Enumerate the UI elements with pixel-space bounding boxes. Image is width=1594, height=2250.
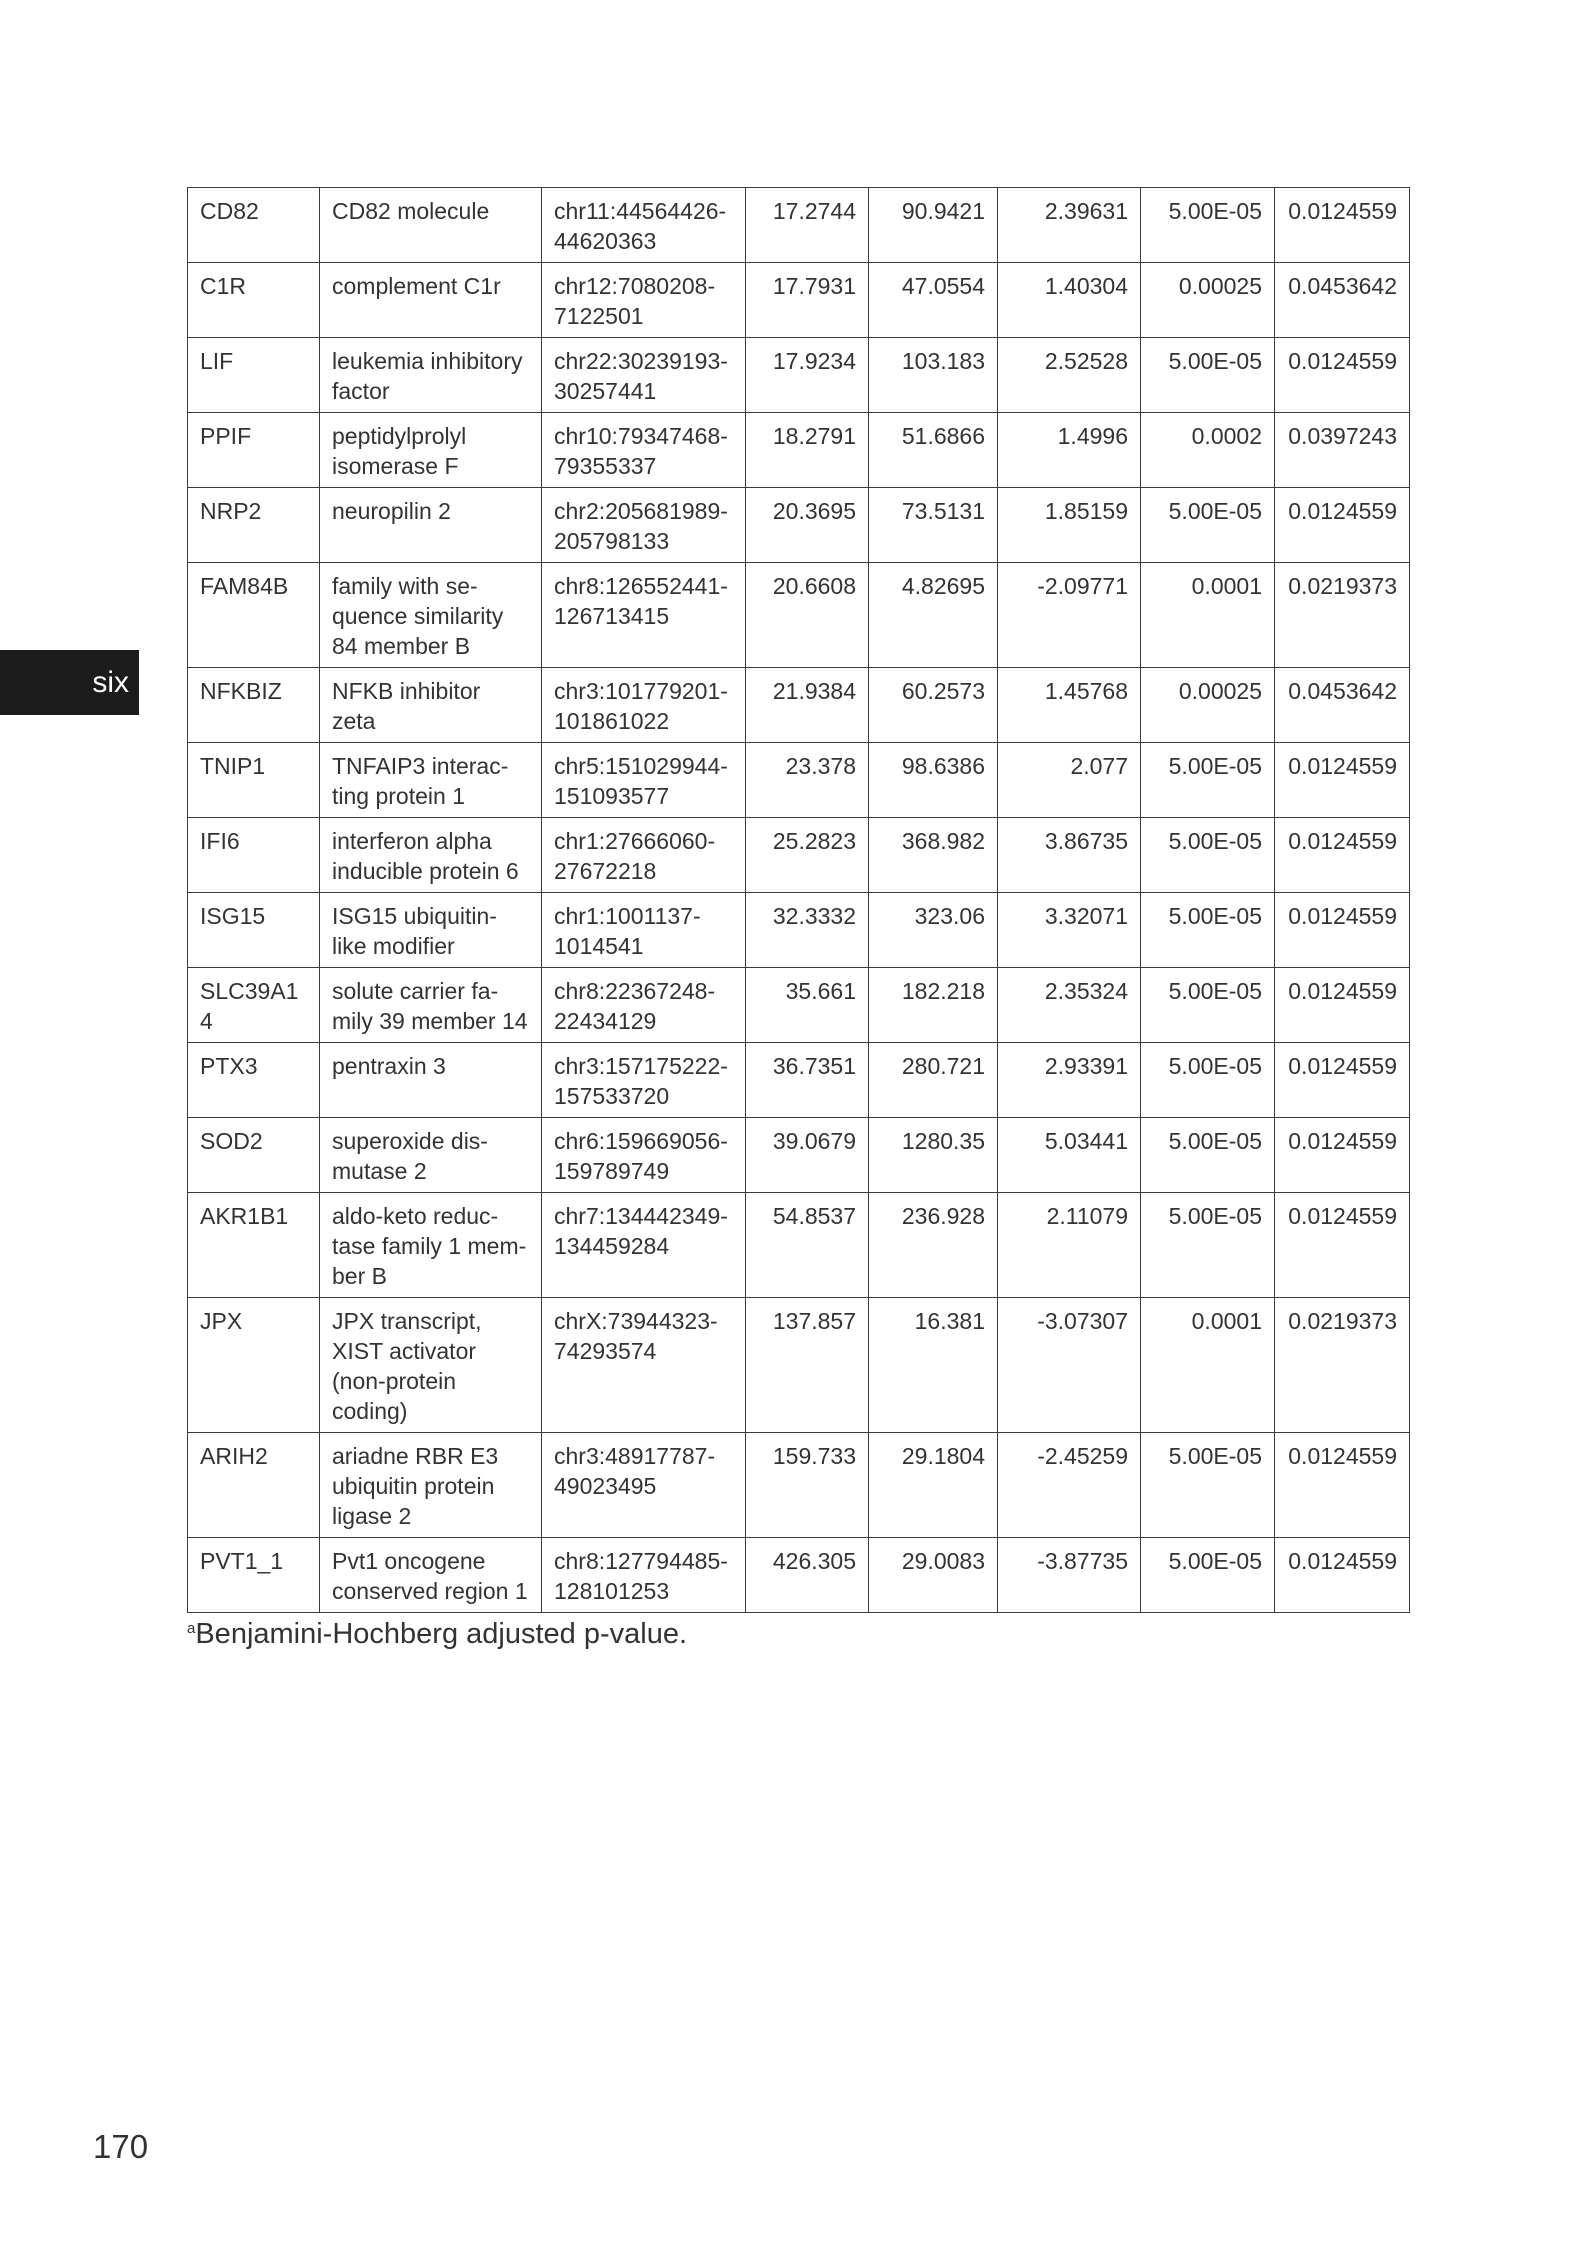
table-row-nrp2 <box>188 488 1410 563</box>
log2-fold-change-cell: 2.52528 <box>998 338 1141 413</box>
gene-symbol-cell: PTX3 <box>188 1043 320 1118</box>
chapter-tab <box>0 650 139 715</box>
value-1-cell: 25.2823 <box>746 818 869 893</box>
value-2-cell: 73.5131 <box>869 488 998 563</box>
q-value-cell: 0.0453642 <box>1275 668 1410 743</box>
page-number: 170 <box>93 2128 149 2165</box>
gene-symbol-cell: FAM84B <box>188 563 320 668</box>
table-row-pvt1-1 <box>188 1538 1410 1613</box>
value-2-cell: 182.218 <box>869 968 998 1043</box>
gene-symbol-cell: NRP2 <box>188 488 320 563</box>
gene-description-cell: solute carrier fa-mily 39 member 14 <box>320 968 542 1043</box>
gene-symbol-cell: SLC39A14 <box>188 968 320 1043</box>
q-value-cell: 0.0124559 <box>1275 1193 1410 1298</box>
q-value-cell: 0.0124559 <box>1275 818 1410 893</box>
value-1-cell: 18.2791 <box>746 413 869 488</box>
gene-description-cell: peptidylprolyl isomerase F <box>320 413 542 488</box>
locus-cell: chr8:22367248-22434129 <box>542 968 746 1043</box>
table-row-cd82 <box>188 188 1410 263</box>
value-1-cell: 17.9234 <box>746 338 869 413</box>
q-value-cell: 0.0124559 <box>1275 1118 1410 1193</box>
gene-description-cell: pentraxin 3 <box>320 1043 542 1118</box>
gene-symbol-cell: C1R <box>188 263 320 338</box>
value-2-cell: 4.82695 <box>869 563 998 668</box>
locus-cell: chr11:44564426-44620363 <box>542 188 746 263</box>
gene-expression-table <box>187 187 1410 1613</box>
footnote-marker: a <box>187 1620 196 1637</box>
gene-description-cell: CD82 molecule <box>320 188 542 263</box>
value-1-cell: 426.305 <box>746 1538 869 1613</box>
p-value-cell: 5.00E-05 <box>1141 968 1275 1043</box>
p-value-cell: 5.00E-05 <box>1141 743 1275 818</box>
log2-fold-change-cell: 1.45768 <box>998 668 1141 743</box>
locus-cell: chr3:157175222-157533720 <box>542 1043 746 1118</box>
table-row-jpx <box>188 1298 1410 1433</box>
p-value-cell: 0.00025 <box>1141 668 1275 743</box>
gene-description-cell: leukemia inhibitory factor <box>320 338 542 413</box>
locus-cell: chr8:126552441-126713415 <box>542 563 746 668</box>
q-value-cell: 0.0124559 <box>1275 1043 1410 1118</box>
value-1-cell: 17.2744 <box>746 188 869 263</box>
q-value-cell: 0.0124559 <box>1275 968 1410 1043</box>
value-2-cell: 51.6866 <box>869 413 998 488</box>
gene-symbol-cell: CD82 <box>188 188 320 263</box>
value-1-cell: 23.378 <box>746 743 869 818</box>
q-value-cell: 0.0124559 <box>1275 488 1410 563</box>
gene-symbol-cell: TNIP1 <box>188 743 320 818</box>
gene-description-cell: superoxide dis-mutase 2 <box>320 1118 542 1193</box>
gene-symbol-cell: ISG15 <box>188 893 320 968</box>
locus-cell: chr7:134442349-134459284 <box>542 1193 746 1298</box>
table-row-arih2 <box>188 1433 1410 1538</box>
gene-symbol-cell: NFKBIZ <box>188 668 320 743</box>
log2-fold-change-cell: -2.45259 <box>998 1433 1141 1538</box>
locus-cell: chr6:159669056-159789749 <box>542 1118 746 1193</box>
value-2-cell: 90.9421 <box>869 188 998 263</box>
locus-cell: chr22:30239193-30257441 <box>542 338 746 413</box>
gene-description-cell: neuropilin 2 <box>320 488 542 563</box>
value-2-cell: 47.0554 <box>869 263 998 338</box>
log2-fold-change-cell: 2.35324 <box>998 968 1141 1043</box>
log2-fold-change-cell: 1.85159 <box>998 488 1141 563</box>
log2-fold-change-cell: -3.07307 <box>998 1298 1141 1433</box>
log2-fold-change-cell: 2.93391 <box>998 1043 1141 1118</box>
gene-description-cell: ariadne RBR E3 ubiquitin protein ligase 2 <box>320 1433 542 1538</box>
table-row-nfkbiz <box>188 668 1410 743</box>
p-value-cell: 5.00E-05 <box>1141 1118 1275 1193</box>
table-row-ppif <box>188 413 1410 488</box>
value-1-cell: 17.7931 <box>746 263 869 338</box>
gene-symbol-cell: ARIH2 <box>188 1433 320 1538</box>
gene-symbol-cell: PPIF <box>188 413 320 488</box>
value-2-cell: 103.183 <box>869 338 998 413</box>
locus-cell: chr12:7080208-7122501 <box>542 263 746 338</box>
table-row-lif <box>188 338 1410 413</box>
gene-symbol-cell: SOD2 <box>188 1118 320 1193</box>
gene-description-cell: family with se-quence similarity 84 member B <box>320 563 542 668</box>
value-1-cell: 20.6608 <box>746 563 869 668</box>
table-body <box>188 188 1410 1613</box>
locus-cell: chr2:205681989-205798133 <box>542 488 746 563</box>
table-row-isg15 <box>188 893 1410 968</box>
gene-description-cell: Pvt1 oncogene conserved region 1 <box>320 1538 542 1613</box>
value-2-cell: 16.381 <box>869 1298 998 1433</box>
locus-cell: chr10:79347468-79355337 <box>542 413 746 488</box>
locus-cell: chrX:73944323-74293574 <box>542 1298 746 1433</box>
value-2-cell: 236.928 <box>869 1193 998 1298</box>
log2-fold-change-cell: 2.11079 <box>998 1193 1141 1298</box>
gene-description-cell: JPX transcript, XIST activator (non-protein coding) <box>320 1298 542 1433</box>
p-value-cell: 5.00E-05 <box>1141 1538 1275 1613</box>
table-row-ptx3 <box>188 1043 1410 1118</box>
log2-fold-change-cell: 5.03441 <box>998 1118 1141 1193</box>
log2-fold-change-cell: -3.87735 <box>998 1538 1141 1613</box>
q-value-cell: 0.0124559 <box>1275 1433 1410 1538</box>
log2-fold-change-cell: -2.09771 <box>998 563 1141 668</box>
value-1-cell: 137.857 <box>746 1298 869 1433</box>
p-value-cell: 5.00E-05 <box>1141 188 1275 263</box>
value-2-cell: 1280.35 <box>869 1118 998 1193</box>
value-1-cell: 32.3332 <box>746 893 869 968</box>
log2-fold-change-cell: 2.077 <box>998 743 1141 818</box>
q-value-cell: 0.0124559 <box>1275 893 1410 968</box>
table-footnote <box>187 1618 687 1651</box>
value-1-cell: 21.9384 <box>746 668 869 743</box>
gene-symbol-cell: LIF <box>188 338 320 413</box>
gene-description-cell: ISG15 ubiquitin-like modifier <box>320 893 542 968</box>
footnote-text: Benjamini-Hochberg adjusted p-value. <box>195 1618 688 1650</box>
p-value-cell: 0.0001 <box>1141 1298 1275 1433</box>
gene-description-cell: NFKB inhibitor zeta <box>320 668 542 743</box>
p-value-cell: 5.00E-05 <box>1141 893 1275 968</box>
locus-cell: chr1:1001137-1014541 <box>542 893 746 968</box>
p-value-cell: 0.0001 <box>1141 563 1275 668</box>
gene-symbol-cell: JPX <box>188 1298 320 1433</box>
q-value-cell: 0.0453642 <box>1275 263 1410 338</box>
p-value-cell: 0.0002 <box>1141 413 1275 488</box>
p-value-cell: 0.00025 <box>1141 263 1275 338</box>
table-row-akr1b1 <box>188 1193 1410 1298</box>
log2-fold-change-cell: 3.86735 <box>998 818 1141 893</box>
log2-fold-change-cell: 1.40304 <box>998 263 1141 338</box>
value-2-cell: 29.1804 <box>869 1433 998 1538</box>
log2-fold-change-cell: 1.4996 <box>998 413 1141 488</box>
table-row-slc39a14 <box>188 968 1410 1043</box>
gene-symbol-cell: PVT1_1 <box>188 1538 320 1613</box>
table-row-fam84b <box>188 563 1410 668</box>
log2-fold-change-cell: 2.39631 <box>998 188 1141 263</box>
value-2-cell: 60.2573 <box>869 668 998 743</box>
locus-cell: chr1:27666060-27672218 <box>542 818 746 893</box>
value-2-cell: 280.721 <box>869 1043 998 1118</box>
p-value-cell: 5.00E-05 <box>1141 818 1275 893</box>
gene-symbol-cell: IFI6 <box>188 818 320 893</box>
value-1-cell: 35.661 <box>746 968 869 1043</box>
gene-symbol-cell: AKR1B1 <box>188 1193 320 1298</box>
gene-description-cell: TNFAIP3 interac-ting protein 1 <box>320 743 542 818</box>
table-row-tnip1 <box>188 743 1410 818</box>
value-1-cell: 159.733 <box>746 1433 869 1538</box>
locus-cell: chr3:48917787-49023495 <box>542 1433 746 1538</box>
log2-fold-change-cell: 3.32071 <box>998 893 1141 968</box>
value-2-cell: 368.982 <box>869 818 998 893</box>
p-value-cell: 5.00E-05 <box>1141 1193 1275 1298</box>
chapter-tab-label: six <box>92 665 129 699</box>
gene-description-cell: aldo-keto reduc-tase family 1 mem-ber B <box>320 1193 542 1298</box>
p-value-cell: 5.00E-05 <box>1141 488 1275 563</box>
value-1-cell: 20.3695 <box>746 488 869 563</box>
p-value-cell: 5.00E-05 <box>1141 1043 1275 1118</box>
value-2-cell: 29.0083 <box>869 1538 998 1613</box>
table-row-c1r <box>188 263 1410 338</box>
q-value-cell: 0.0397243 <box>1275 413 1410 488</box>
q-value-cell: 0.0124559 <box>1275 743 1410 818</box>
value-2-cell: 98.6386 <box>869 743 998 818</box>
locus-cell: chr5:151029944-151093577 <box>542 743 746 818</box>
p-value-cell: 5.00E-05 <box>1141 338 1275 413</box>
q-value-cell: 0.0124559 <box>1275 338 1410 413</box>
table-row-sod2 <box>188 1118 1410 1193</box>
q-value-cell: 0.0219373 <box>1275 1298 1410 1433</box>
value-1-cell: 39.0679 <box>746 1118 869 1193</box>
q-value-cell: 0.0219373 <box>1275 563 1410 668</box>
locus-cell: chr3:101779201-101861022 <box>542 668 746 743</box>
q-value-cell: 0.0124559 <box>1275 188 1410 263</box>
gene-description-cell: complement C1r <box>320 263 542 338</box>
value-1-cell: 54.8537 <box>746 1193 869 1298</box>
q-value-cell: 0.0124559 <box>1275 1538 1410 1613</box>
value-1-cell: 36.7351 <box>746 1043 869 1118</box>
gene-description-cell: interferon alpha inducible protein 6 <box>320 818 542 893</box>
p-value-cell: 5.00E-05 <box>1141 1433 1275 1538</box>
table-row-ifi6 <box>188 818 1410 893</box>
value-2-cell: 323.06 <box>869 893 998 968</box>
locus-cell: chr8:127794485-128101253 <box>542 1538 746 1613</box>
